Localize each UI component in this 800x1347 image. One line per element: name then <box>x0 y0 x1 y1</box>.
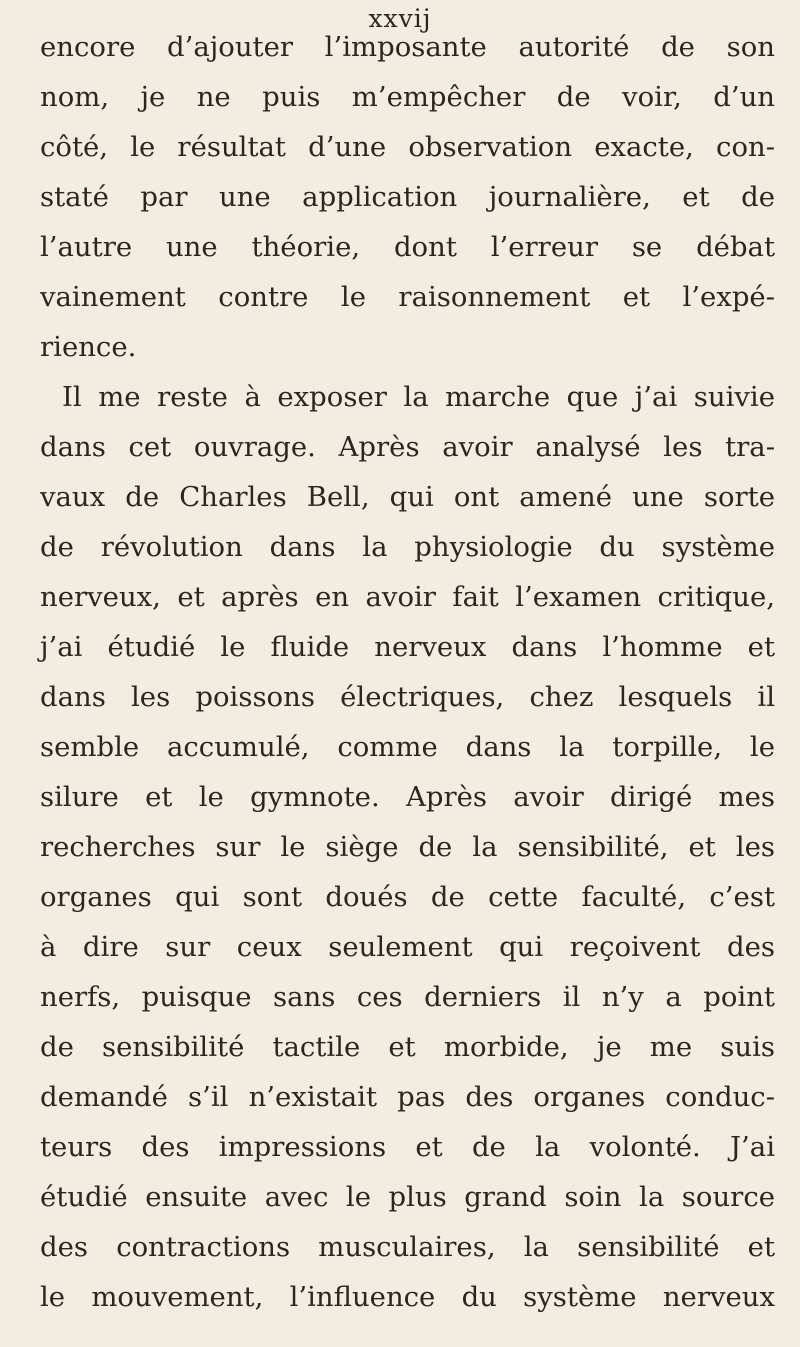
text-line: demandé s’il n’existait pas des organes conduc- <box>40 1081 775 1113</box>
text-line: recherches sur le siège de la sensibilité, et les <box>40 831 775 863</box>
text-line: étudié ensuite avec le plus grand soin la source <box>40 1181 775 1213</box>
text-line: le mouvement, l’influence du système nerveux <box>40 1281 775 1313</box>
text-line: teurs des impressions et de la volonté. J’ai <box>40 1131 775 1163</box>
text-line: nom, je ne puis m’empêcher de voir, d’un <box>40 81 775 113</box>
text-line: encore d’ajouter l’imposante autorité de son <box>40 31 775 63</box>
text-line: de révolution dans la physiologie du système <box>40 531 775 563</box>
text-line: Il me reste à exposer la marche que j’ai suivie <box>62 381 775 413</box>
text-line: vainement contre le raisonnement et l’expé- <box>40 281 775 313</box>
page-body-text <box>40 22 775 1322</box>
text-line: organes qui sont doués de cette faculté, c’est <box>40 881 775 913</box>
text-line: j’ai étudié le fluide nerveux dans l’homme et <box>40 631 775 663</box>
text-line: nerfs, puisque sans ces derniers il n’y a point <box>40 981 775 1013</box>
text-line: de sensibilité tactile et morbide, je me suis <box>40 1031 775 1063</box>
text-line: côté, le résultat d’une observation exacte, con- <box>40 131 775 163</box>
text-line: vaux de Charles Bell, qui ont amené une sorte <box>40 481 775 513</box>
text-line: staté par une application journalière, et de <box>40 181 775 213</box>
text-line: semble accumulé, comme dans la torpille, le <box>40 731 775 763</box>
text-line: silure et le gymnote. Après avoir dirigé mes <box>40 781 775 813</box>
text-line: nerveux, et après en avoir fait l’examen critique, <box>40 581 775 613</box>
text-line: des contractions musculaires, la sensibilité et <box>40 1231 775 1263</box>
text-line: dans cet ouvrage. Après avoir analysé les tra- <box>40 431 775 463</box>
page-number: xxvij <box>368 4 432 33</box>
text-line: à dire sur ceux seulement qui reçoivent des <box>40 931 775 963</box>
text-line: rience. <box>40 331 137 363</box>
text-line: l’autre une théorie, dont l’erreur se débat <box>40 231 775 263</box>
text-line: dans les poissons électriques, chez lesquels il <box>40 681 775 713</box>
